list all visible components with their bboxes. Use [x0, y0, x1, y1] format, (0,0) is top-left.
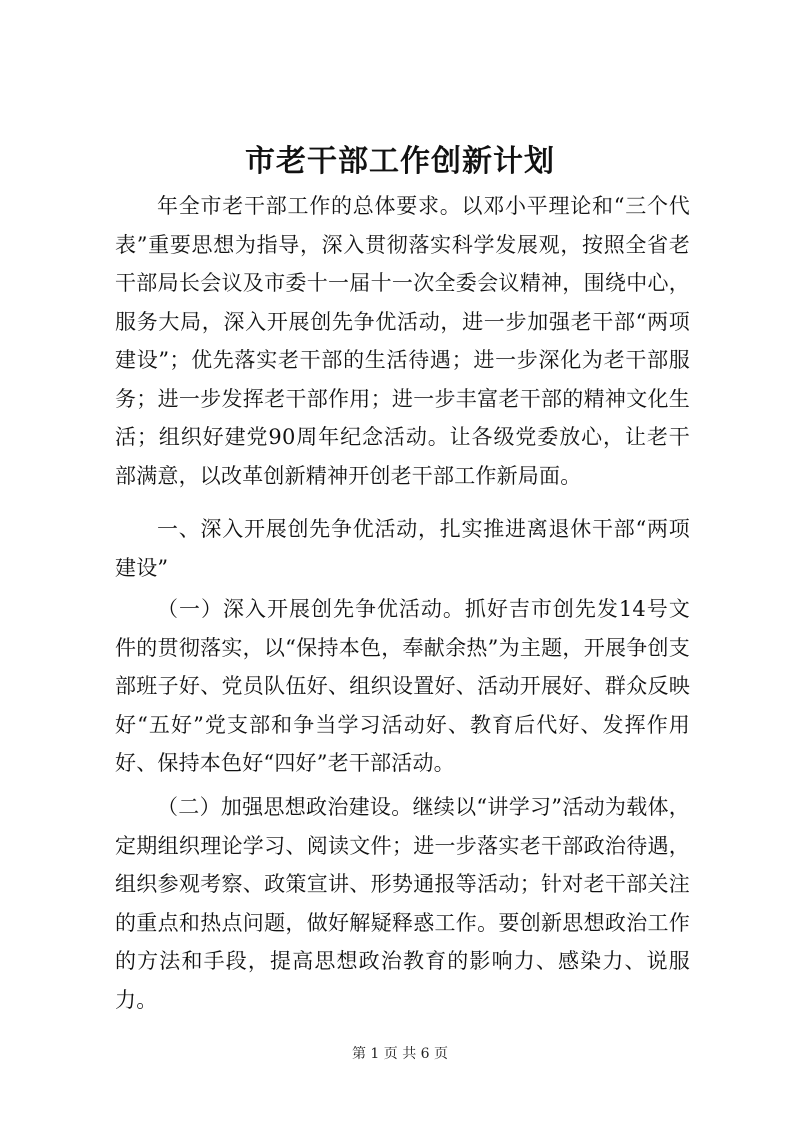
paragraph-subsection-one — [115, 590, 690, 783]
page-number-indicator: 第 1 页 共 6 页 — [351, 1046, 449, 1062]
section-heading-text: 一、深入开展创先争优活动，扎实推进离退休干部“两项建设” — [115, 517, 690, 580]
section-heading-one — [115, 510, 690, 587]
paragraph-subsection-two — [115, 788, 690, 1019]
paragraph-overall-requirements — [115, 187, 690, 495]
paragraph-text: （二）加强思想政治建设。继续以“讲学习”活动为载体，定期组织理论学习、阅读文件；进一步落实老干部政治待遇，组织参观考察、政策宣讲、形势通报等活动；针对老干部关注的重点和热点问题，做好解疑释惑工作。要创新思想政治工作的方法和手段，提高思想政治教育的影响力、感染力、说服力。 — [115, 795, 690, 1012]
page-footer — [0, 1044, 800, 1064]
document-title: 市老干部工作创新计划 — [245, 144, 555, 179]
paragraph-text: （一）深入开展创先争优活动。抓好吉市创先发14号文件的贯彻落实，以“保持本色，奉献余热”为主题，开展争创支部班子好、党员队伍好、组织设置好、活动开展好、群众反映好“五好”党支部和争当学习活动好、教育后代好、发挥作用好、保持本色好“四好”老干部活动。 — [115, 597, 690, 775]
paragraph-text: 年全市老干部工作的总体要求。以邓小平理论和“三个代表”重要思想为指导，深入贯彻落实科学发展观，按照全省老干部局长会议及市委十一届十一次全委会议精神，围绕中心，服务大局，深入开展创先争优活动，进一步加强老干部“两项建设”；优先落实老干部的生活待遇；进一步深化为老干部服务；进一步发挥老干部作用；进一步丰富老干部的精神文化生活；组织好建党90周年纪念活动。让各级党委放心，让老干部满意，以改革创新精神开创老干部工作新局面。 — [115, 194, 690, 488]
